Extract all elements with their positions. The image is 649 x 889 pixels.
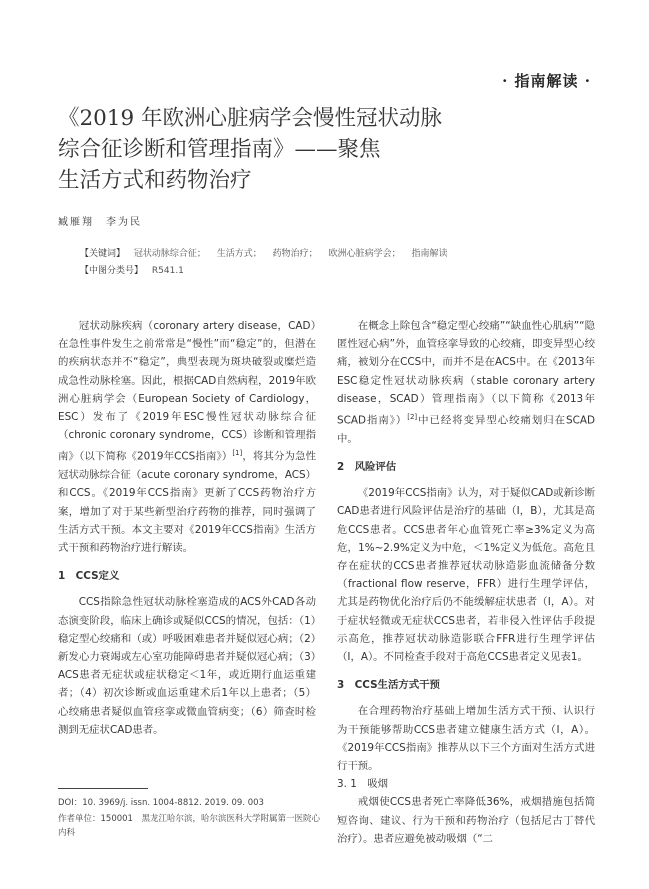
keyword: 生活方式； [216, 249, 262, 259]
concept-paragraph: 在概念上除包含“稳定型心绞痛”“缺血性心肌病”“隐匿性冠心病”外，血管痉挛导致的心绞痛，即变异型心绞痛，被划分在CCS中，而并不是在ACS中。在《2013年ESC稳定性冠状动脉疾病（stable coronary artery disease，SCAD）管理指南》（以下简称《2013年SCAD指南》）[2]中已经将变异型心绞痛划归在SCAD中。 [337, 320, 595, 445]
citation-ref: [1] [232, 449, 243, 458]
keywords-label: 【关键词】 [80, 249, 126, 259]
left-column [58, 317, 316, 739]
classification-line [80, 263, 184, 276]
section-tag: · 指南解读 · [502, 72, 591, 90]
keyword: 药物治疗； [272, 249, 318, 259]
subsection-3-1-body: 戒烟使CCS患者死亡率降低36%，戒烟措施包括简短咨询、建议、行为干预和药物治疗（包括尼古丁替代治疗）。患者应避免被动吸烟（“二 [337, 796, 595, 845]
section-2-body: 《2019年CCS指南》认为，对于疑似CAD或新诊断CAD患者进行风险评估是治疗的基础（Ⅰ，B），尤其是高危CCS患者。CCS患者年心血管死亡率≥3%定义为高危，1%~2.9%定义为中危，＜1%定义为低危。高危且存在症状的CCS患者推荐冠状动脉造影血流储备分数（fractional flow reserve，FFR）进行生理学评估，尤其是药物优化治疗后仍不能缓解症状患者（Ⅰ，A）。对于症状轻微或无症状CCS患者，若非侵入性评估手段提示高危，推荐冠状动脉造影联合FFR进行生理学评估（Ⅰ，A）。不同检查手段对于高危CCS患者定义见表1。 [337, 487, 595, 663]
section-3-heading: 3 CCS生活方式干预 [337, 679, 440, 692]
author-affiliation: 作者单位：150001 黑龙江哈尔滨，哈尔滨医科大学附属第一医院心内科 [58, 814, 320, 838]
section-3-body: 在合理药物治疗基础上增加生活方式干预、认识行为干预能够帮助CCS患者建立健康生活方式（Ⅰ，A）。《2019年CCS指南》推荐从以下三个方面对生活方式进行干预。 [337, 705, 595, 772]
keyword: 欧洲心脏病学会； [328, 249, 401, 259]
authors: 臧雁翔 李为民 [58, 217, 142, 228]
citation-ref: [2] [407, 413, 418, 422]
intro-paragraph: 冠状动脉疾病（coronary artery disease，CAD）在急性事件发生之前常常是“慢性”而“稳定”的，但潜在的疾病状态并不“稳定”，典型表现为斑块破裂或糜烂造成急性动脉栓塞。因此，根据CAD自然病程，2019年欧洲心脏病学会（European Society of Cardiology，ESC）发布了《2019年ESC慢性冠状动脉综合征（chronic coronary syndrome，CCS）诊断和管理指南》（以下简称《2019年CCS指南》）[1]，将其分为急性冠状动脉综合征（acute coronary syndrome，ACS）和CCS。《2019年CCS指南》更新了CCS药物治疗方案，增加了对于某些新型治疗药物的推荐，同时强调了生活方式干预。本文主要对《2019年CCS指南》生活方式干预和药物治疗进行解读。 [58, 320, 317, 554]
keyword: 冠状动脉综合征； [133, 249, 206, 259]
section-1-body: CCS指除急性冠状动脉栓塞造成的ACS外CAD各动态演变阶段，临床上确诊或疑似CCS的情况，包括：（1）稳定型心绞痛和（或）呼吸困难患者并疑似冠心病；（2）新发心力衰竭或左心室功能障碍患者并疑似冠心病；（3）ACS患者无症状或症状稳定＜1年，或近期行血运重建者；（4）初次诊断或血运重建术后1年以上患者；（5）心绞痛患者疑似血管痉挛或微血管病变；（6）筛查时检测到无症状CAD患者。 [58, 596, 316, 736]
right-column [337, 317, 595, 848]
section-2-heading: 2 风险评估 [337, 460, 397, 473]
title-line-2: 综合征诊断和管理指南》——聚焦 [58, 137, 381, 162]
classification-value: R541.1 [151, 266, 184, 276]
section-1-heading: 1 CCS定义 [58, 570, 120, 583]
title-line-1: 《2019 年欧洲心脏病学会慢性冠状动脉 [58, 106, 443, 131]
title-line-3: 生活方式和药物治疗 [58, 168, 252, 193]
keywords-line [80, 246, 455, 259]
doi: DOI：10. 3969/j. issn. 1004-8812. 2019. 09. 003 [58, 798, 264, 808]
subsection-3-1-heading: 3. 1 吸烟 [337, 778, 388, 791]
classification-label: 【中图分类号】 [80, 266, 144, 276]
footnote-divider [58, 788, 148, 789]
keyword: 指南解读 [411, 249, 448, 259]
article-title [58, 103, 578, 196]
